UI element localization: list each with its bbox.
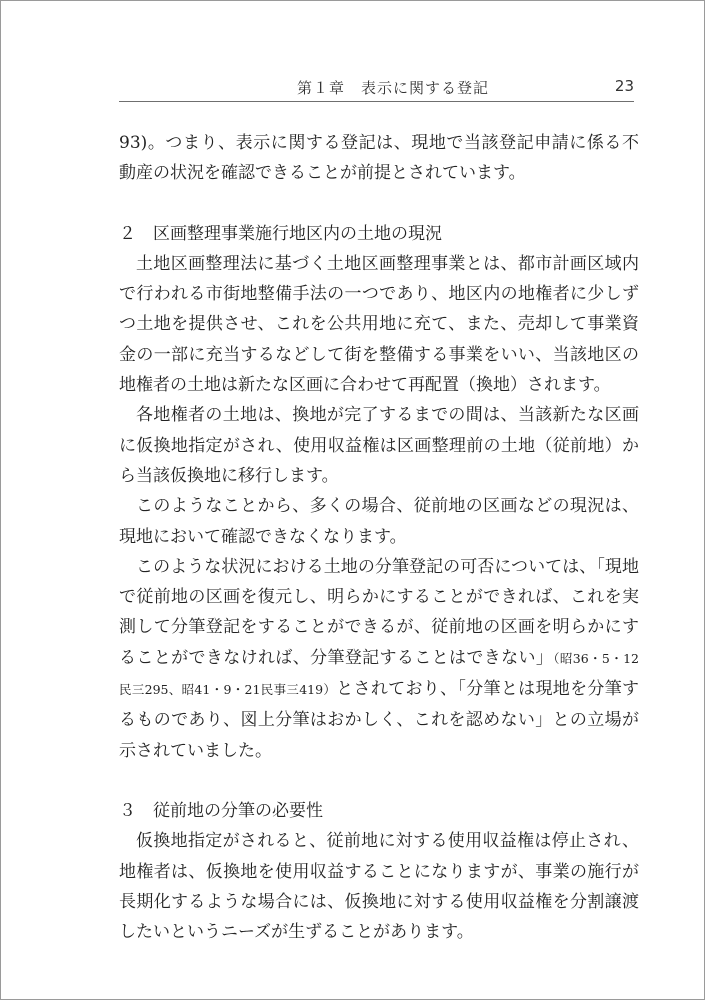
page-number: 23: [614, 77, 634, 95]
section-2-paragraph-3: このようなことから、多くの場合、従前地の区画などの現況は、現地において確認できなくなります。: [119, 496, 639, 547]
section-2-paragraph-2: 各地権者の土地は、換地が完了するまでの間は、当該新たな区画に仮換地指定がされ、使用収益権は区画整理前の土地（従前地）から当該仮換地に移行します。: [119, 405, 639, 486]
body-text: [119, 128, 639, 947]
spacer: [119, 766, 639, 796]
citation-reference: （昭36・5・12民三295、昭41・9・21民事三419）: [119, 650, 640, 698]
intro-paragraph: 93)。つまり、表示に関する登記は、現地で当該登記申請に係る不動産の状況を確認できることが前提とされています。: [119, 133, 639, 184]
section-2-heading: ２ 区画整理事業施行地区内の土地の現況: [119, 223, 442, 244]
section-3-paragraph-1: 仮換地指定がされると、従前地に対する使用収益権は停止され、地権者は、仮換地を使用収益することになりますが、事業の施行が長期化するような場合には、仮換地に対する使用収益権を分割譲渡したいというニーズが生ずることがあります。: [119, 831, 639, 943]
chapter-title: 第１章 表示に関する登記: [297, 79, 490, 97]
section-2-paragraph-4: [119, 552, 639, 766]
paragraph-4-text-b: とされており、「分筆とは現地を分筆するものであり、図上分筆はおかしく、これを認めない」との立場が示されていました。: [119, 679, 640, 761]
section-2-paragraph-1: 土地区画整理法に基づく土地区画整理事業とは、都市計画区域内で行われる市街地整備手法の一つであり、地区内の地権者に少しずつ土地を提供させ、これを公共用地に充て、また、売却して事業資金の一部に充当するなどして街を整備する事業をいい、当該地区の地権者の土地は新たな区画に合わせて再配置（換地）されます。: [119, 253, 639, 396]
running-header: [119, 75, 634, 102]
paragraph-4-text-a: このような状況における土地の分筆登記の可否については、「現地で従前地の区画を復元し、明らかにすることができれば、これを実測して分筆登記をすることができるが、従前地の区画を明らかにすることができなければ、分筆登記することはできない」: [119, 556, 639, 668]
spacer: [119, 189, 639, 219]
section-3-heading: ３ 従前地の分筆の必要性: [119, 800, 323, 821]
